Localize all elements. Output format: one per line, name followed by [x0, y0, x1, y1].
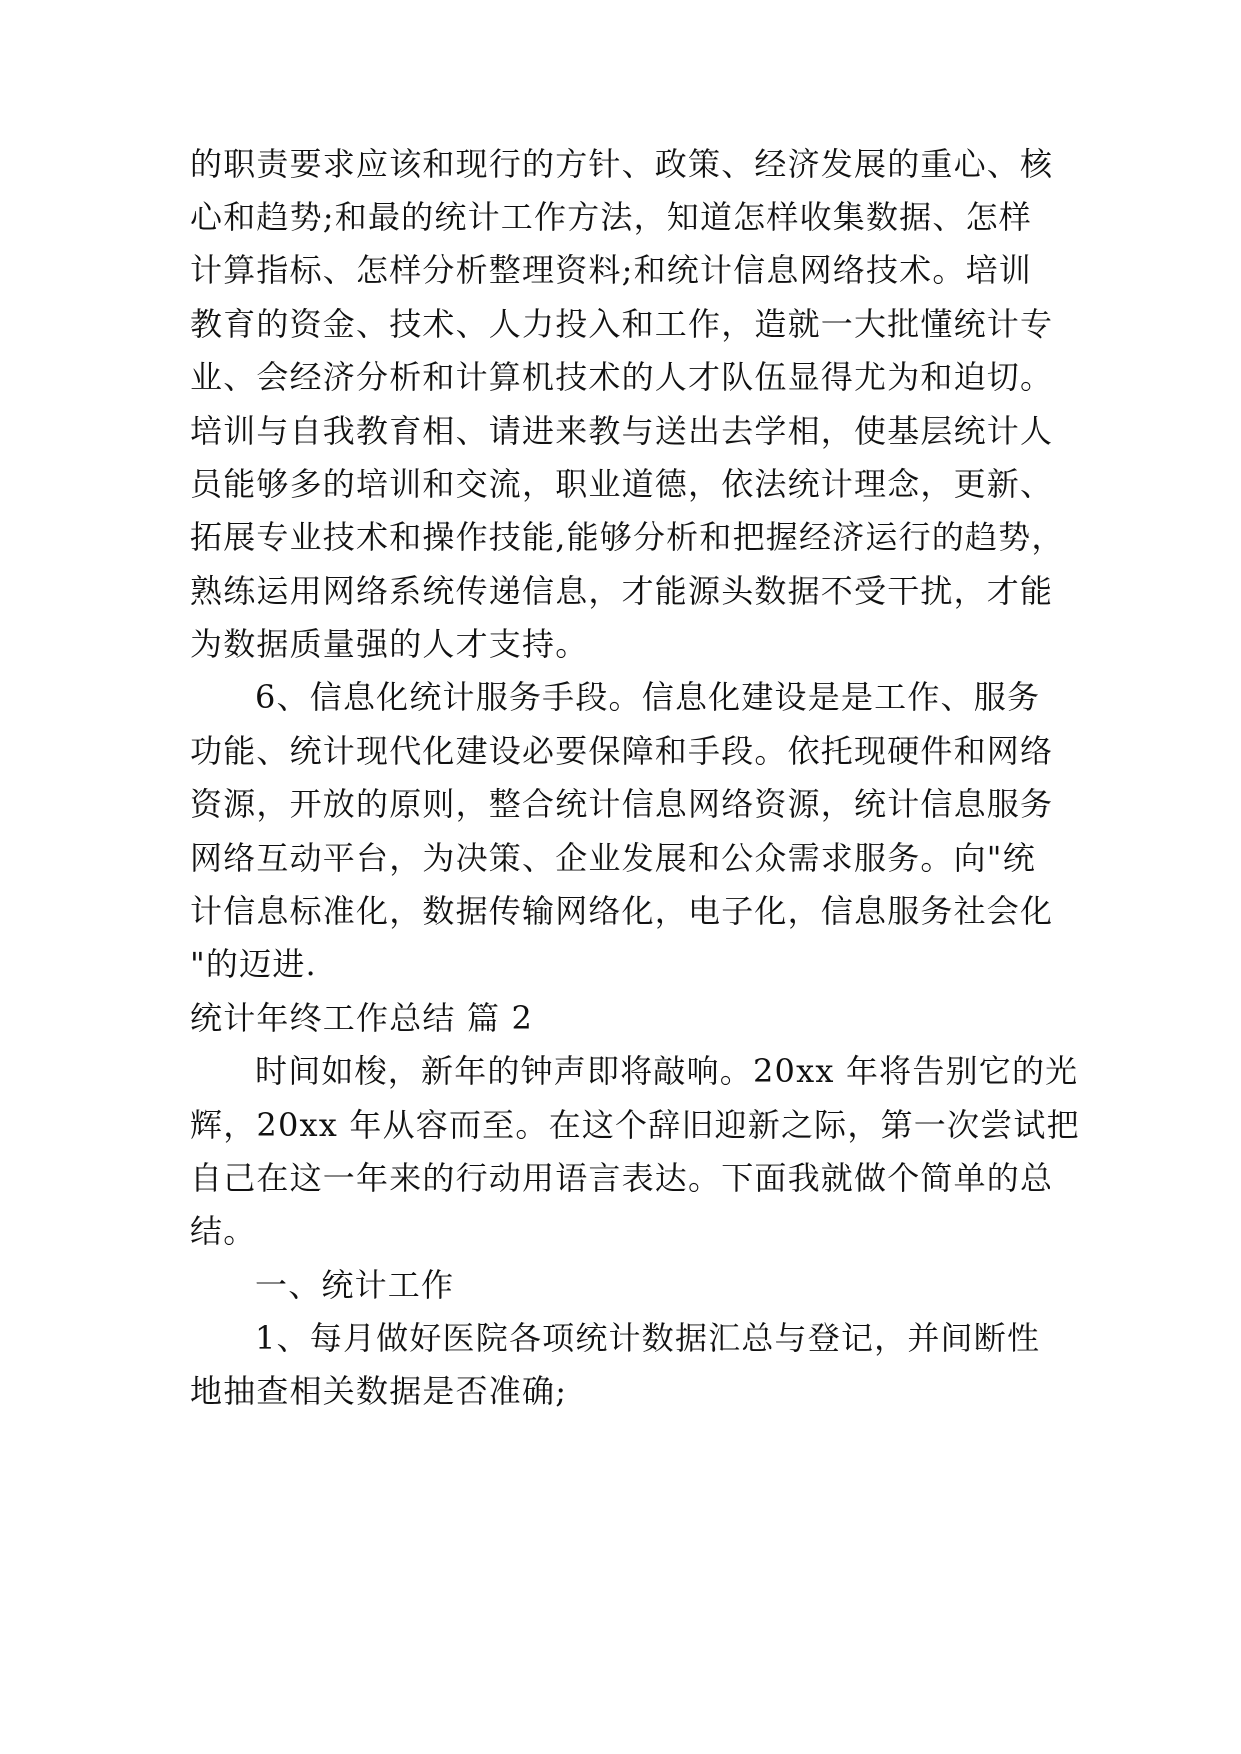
subheading-statistics-work: 一、统计工作: [255, 1266, 455, 1304]
text-line-10: 为数据质量强的人才支持。: [190, 625, 589, 663]
text-line-2: 心和趋势;和最的统计工作方法，知道怎样收集数据、怎样: [190, 198, 1032, 236]
text-line-13: 资源，开放的原则，整合统计信息网络资源，统计信息服务: [190, 785, 1054, 823]
text-line-15: 计信息标准化，数据传输网络化，电子化，信息服务社会化: [190, 892, 1054, 930]
section-heading: 统计年终工作总结 篇 2: [190, 999, 534, 1037]
text-line-3: 计算指标、怎样分析整理资料;和统计信息网络技术。培训: [190, 251, 1032, 289]
text-line-5: 业、会经济分析和计算机技术的人才队伍显得尤为和迫切。: [190, 358, 1054, 396]
intro-paragraph: 时间如梭，新年的钟声即将敲响。20xx 年将告别它的光: [255, 1052, 1079, 1090]
text-line-20: 自己在这一年来的行动用语言表达。下面我就做个简单的总: [190, 1159, 1054, 1197]
text-line-1: 的职责要求应该和现行的方针、政策、经济发展的重心、核: [190, 145, 1054, 183]
text-line-14: 网络互动平台，为决策、企业发展和公众需求服务。向"统: [190, 839, 1036, 877]
text-line-12: 功能、统计现代化建设必要保障和手段。依托现硬件和网络: [190, 732, 1054, 770]
list-item-1: 1、每月做好医院各项统计数据汇总与登记，并间断性: [255, 1319, 1041, 1357]
section-paragraph-6: 6、信息化统计服务手段。信息化建设是是工作、服务: [255, 678, 1041, 716]
text-line-16: "的迈进.: [190, 945, 317, 983]
text-line-6: 培训与自我教育相、请进来教与送出去学相，使基层统计人: [190, 412, 1054, 450]
text-line-8: 拓展专业技术和操作技能,能够分析和把握经济运行的趋势，: [190, 518, 1065, 556]
text-line-21: 结。: [190, 1212, 257, 1250]
text-line-4: 教育的资金、技术、人力投入和工作，造就一大批懂统计专: [190, 305, 1054, 343]
text-line-24: 地抽查相关数据是否准确;: [190, 1372, 568, 1410]
text-line-9: 熟练运用网络系统传递信息，才能源头数据不受干扰，才能: [190, 572, 1054, 610]
text-line-7: 员能够多的培训和交流，职业道德，依法统计理念，更新、: [190, 465, 1054, 503]
text-line-19: 辉，20xx 年从容而至。在这个辞旧迎新之际，第一次尝试把: [190, 1106, 1080, 1144]
